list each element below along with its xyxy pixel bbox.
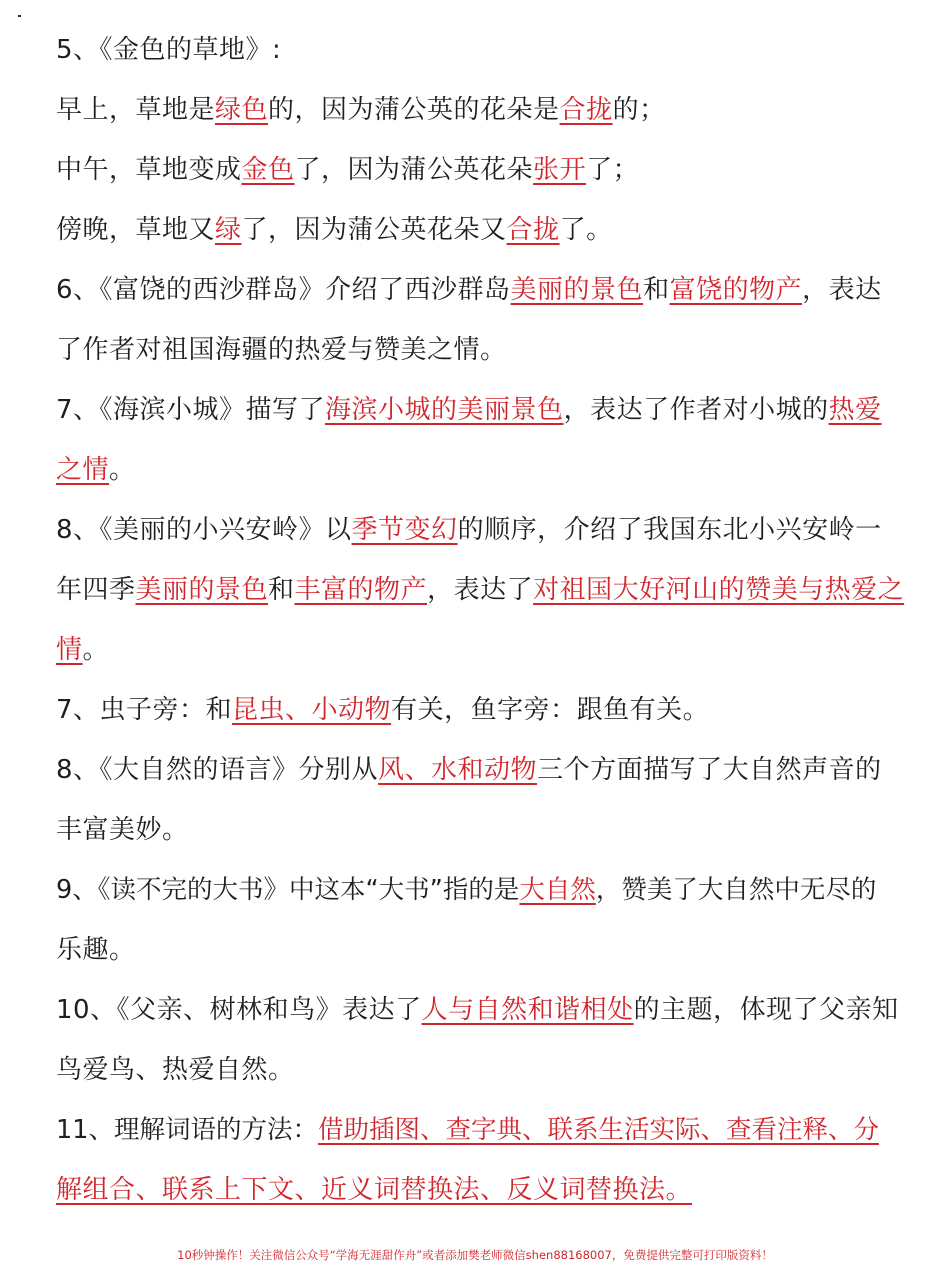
- line: [56, 440, 904, 500]
- body-text: 有关，鱼字旁：跟鱼有关。: [391, 695, 710, 725]
- body-text: 丰富美妙。: [56, 815, 189, 845]
- document-body: [56, 20, 904, 1220]
- line: [56, 20, 904, 80]
- answer-text: 美丽的景色: [135, 575, 269, 605]
- line: [56, 140, 904, 200]
- answer-text: 风、水和动物: [378, 755, 538, 785]
- line: [56, 920, 904, 980]
- body-text: ，表达: [802, 275, 882, 305]
- body-text: ，赞美了大自然中无尽的: [595, 875, 877, 905]
- answer-text: 解组合、联系上下文、近义词替换法、反义词替换法。: [56, 1175, 693, 1205]
- body-text: 7、虫子旁：和: [56, 695, 233, 725]
- body-text: 6、《富饶的西沙群岛》介绍了西沙群岛: [56, 275, 511, 305]
- corner-mark: [18, 15, 21, 17]
- body-text: 鸟爱鸟、热爱自然。: [56, 1055, 295, 1085]
- answer-text: 张开: [533, 155, 587, 185]
- body-text: 了；: [586, 155, 640, 185]
- body-text: 10、《父亲、树林和鸟》表达了: [56, 995, 422, 1025]
- answer-text: 美丽的景色: [510, 275, 644, 305]
- body-text: 的主题，体现了父亲知: [633, 995, 899, 1025]
- answer-text: 合拢: [506, 215, 560, 245]
- body-text: 了，因为蒲公英花朵: [294, 155, 534, 185]
- body-text: 了。: [559, 215, 613, 245]
- line: [56, 800, 904, 860]
- body-text: 和: [643, 275, 670, 305]
- body-text: 11、理解词语的方法：: [56, 1115, 318, 1145]
- line: [56, 320, 904, 380]
- line: [56, 500, 904, 560]
- line: [56, 620, 904, 680]
- answer-text: 海滨小城的美丽景色: [325, 395, 564, 425]
- body-text: 和: [268, 575, 295, 605]
- body-text: 乐趣。: [56, 935, 136, 965]
- body-text: 了作者对祖国海疆的热爱与赞美之情。: [56, 335, 507, 365]
- answer-text: 富饶的物产: [669, 275, 803, 305]
- line: [56, 380, 904, 440]
- line: [56, 260, 904, 320]
- line: [56, 1100, 904, 1160]
- answer-text: 丰富的物产: [294, 575, 428, 605]
- answer-text: 绿: [215, 215, 242, 245]
- body-text: 的顺序，介绍了我国东北小兴安岭一: [457, 515, 882, 545]
- line: [56, 1040, 904, 1100]
- answer-text: 人与自然和谐相处: [421, 995, 634, 1025]
- answer-text: 大自然: [519, 875, 596, 905]
- answer-text: 合拢: [559, 95, 613, 125]
- body-text: 的；: [612, 95, 666, 125]
- answer-text: 金色: [241, 155, 295, 185]
- line: [56, 740, 904, 800]
- body-text: ，表达了: [427, 575, 534, 605]
- body-text: 。: [82, 635, 110, 665]
- body-text: 的，因为蒲公英的花朵是: [268, 95, 560, 125]
- body-text: 年四季: [56, 575, 136, 605]
- body-text: ，表达了作者对小城的: [563, 395, 829, 425]
- answer-text: 季节变幻: [351, 515, 458, 545]
- body-text: 中午，草地变成: [56, 155, 242, 185]
- line: [56, 1160, 904, 1220]
- body-text: 8、《大自然的语言》分别从: [56, 755, 379, 785]
- answer-text: 绿色: [215, 95, 269, 125]
- body-text: 。: [109, 455, 136, 485]
- answer-text: 情: [56, 635, 83, 665]
- body-text: 8、《美丽的小兴安岭》以: [56, 515, 352, 545]
- line: [56, 560, 904, 620]
- body-text: 9、《读不完的大书》中这本“大书”指的是: [56, 875, 520, 905]
- answer-text: 之情: [56, 455, 110, 485]
- body-text: 傍晚，草地又: [56, 215, 216, 245]
- body-text: 7、《海滨小城》描写了: [56, 395, 326, 425]
- line: [56, 80, 904, 140]
- line: [56, 680, 904, 740]
- line: [56, 980, 904, 1040]
- answer-text: 借助插图、查字典、联系生活实际、查看注释、分: [317, 1115, 879, 1145]
- body-text: 5、《金色的草地》:: [56, 35, 282, 65]
- body-text: 了，因为蒲公英花朵又: [241, 215, 507, 245]
- body-text: 早上，草地是: [56, 95, 216, 125]
- body-text: 三个方面描写了大自然声音的: [537, 755, 882, 785]
- line: [56, 860, 904, 920]
- answer-text: 对祖国大好河山的赞美与热爱之: [533, 575, 905, 605]
- footer-promo: 10秒钟操作！关注微信公众号“学海无涯甜作舟”或者添加樊老师微信shen88168007，免费提供完整可打印版资料！: [177, 1248, 773, 1262]
- line: [56, 200, 904, 260]
- answer-text: 昆虫、小动物: [232, 695, 392, 725]
- answer-text: 热爱: [828, 395, 882, 425]
